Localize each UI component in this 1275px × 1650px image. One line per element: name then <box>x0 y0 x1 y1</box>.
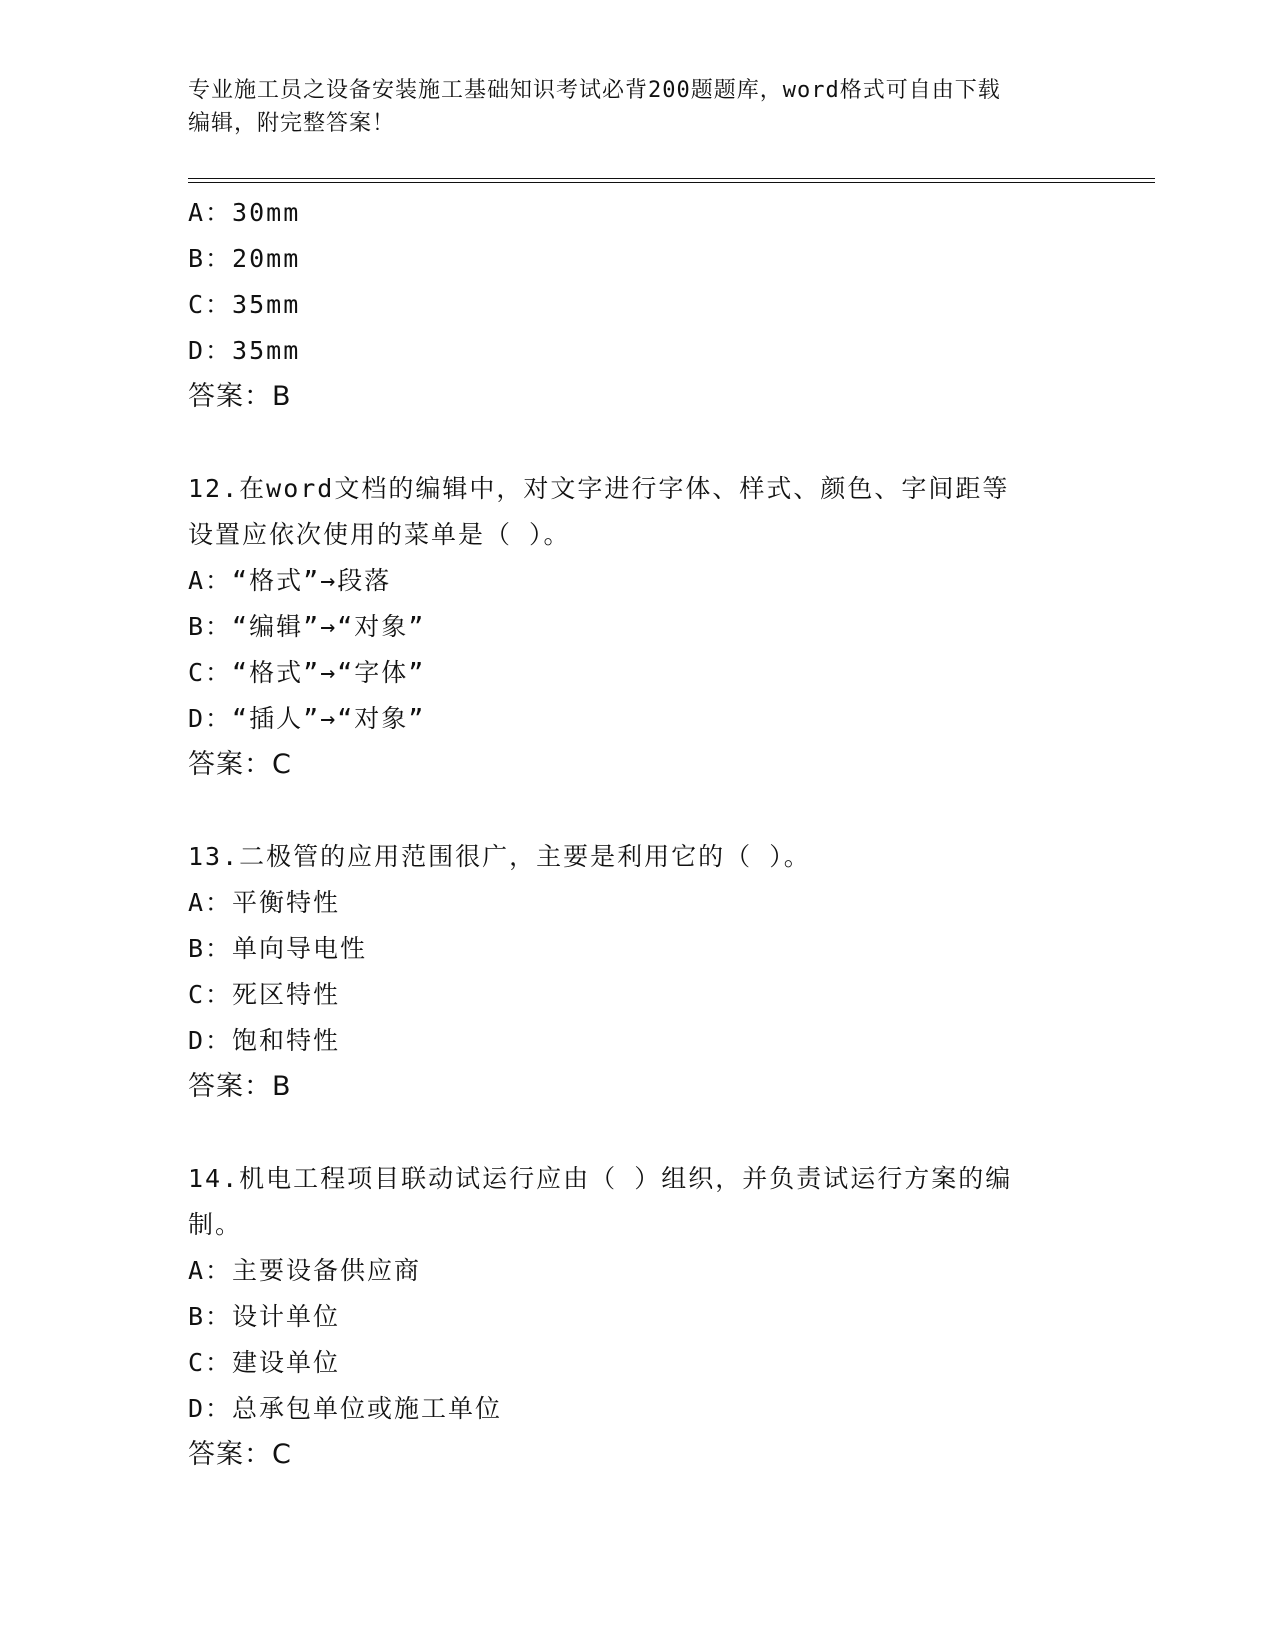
answer-line: 答案：B <box>188 1071 292 1102</box>
question-stem-line-1: 12.在word文档的编辑中，对文字进行字体、样式、颜色、字间距等 <box>188 474 1010 503</box>
document-header <box>188 74 1088 140</box>
option-d: D：总承包单位或施工单位 <box>188 1394 503 1423</box>
option-b: B：20mm <box>188 244 301 273</box>
header-line-1: 专业施工员之设备安装施工基础知识考试必背200题题库，word格式可自由下载 <box>188 78 1001 103</box>
header-divider-top <box>188 178 1155 179</box>
option-a: A：30mm <box>188 198 301 227</box>
answer-line: 答案：B <box>188 381 292 412</box>
option-d: D：“插人”→“对象” <box>188 704 426 733</box>
option-b: B：单向导电性 <box>188 934 368 963</box>
option-c: C：建设单位 <box>188 1348 341 1377</box>
option-d: D：饱和特性 <box>188 1026 341 1055</box>
option-c: C：“格式”→“字体” <box>188 658 426 687</box>
option-a: A：“格式”→段落 <box>188 566 392 595</box>
option-b: B：“编辑”→“对象” <box>188 612 426 641</box>
header-line-2: 编辑，附完整答案！ <box>188 111 396 136</box>
option-a: A：平衡特性 <box>188 888 341 917</box>
option-a: A：主要设备供应商 <box>188 1256 422 1285</box>
question-list <box>188 190 1088 1478</box>
question-stem-line-1: 14.机电工程项目联动试运行应由（ ）组织，并负责试运行方案的编 <box>188 1164 1013 1193</box>
question-stem-line-2: 设置应依次使用的菜单是（ ）。 <box>188 520 571 549</box>
question-12 <box>188 466 1088 788</box>
header-divider-bottom <box>188 182 1155 183</box>
spacer <box>188 788 1088 834</box>
spacer <box>188 420 1088 466</box>
spacer <box>188 1110 1088 1156</box>
option-c: C：死区特性 <box>188 980 341 1009</box>
question-13 <box>188 834 1088 1110</box>
option-b: B：设计单位 <box>188 1302 341 1331</box>
question-11 <box>188 190 1088 420</box>
question-stem-line-1: 13.二极管的应用范围很广，主要是利用它的（ ）。 <box>188 842 811 871</box>
answer-line: 答案：C <box>188 749 292 780</box>
option-d: D：35mm <box>188 336 301 365</box>
question-stem-line-2: 制。 <box>188 1210 243 1239</box>
question-14 <box>188 1156 1088 1478</box>
answer-line: 答案：C <box>188 1439 292 1470</box>
option-c: C：35mm <box>188 290 301 319</box>
